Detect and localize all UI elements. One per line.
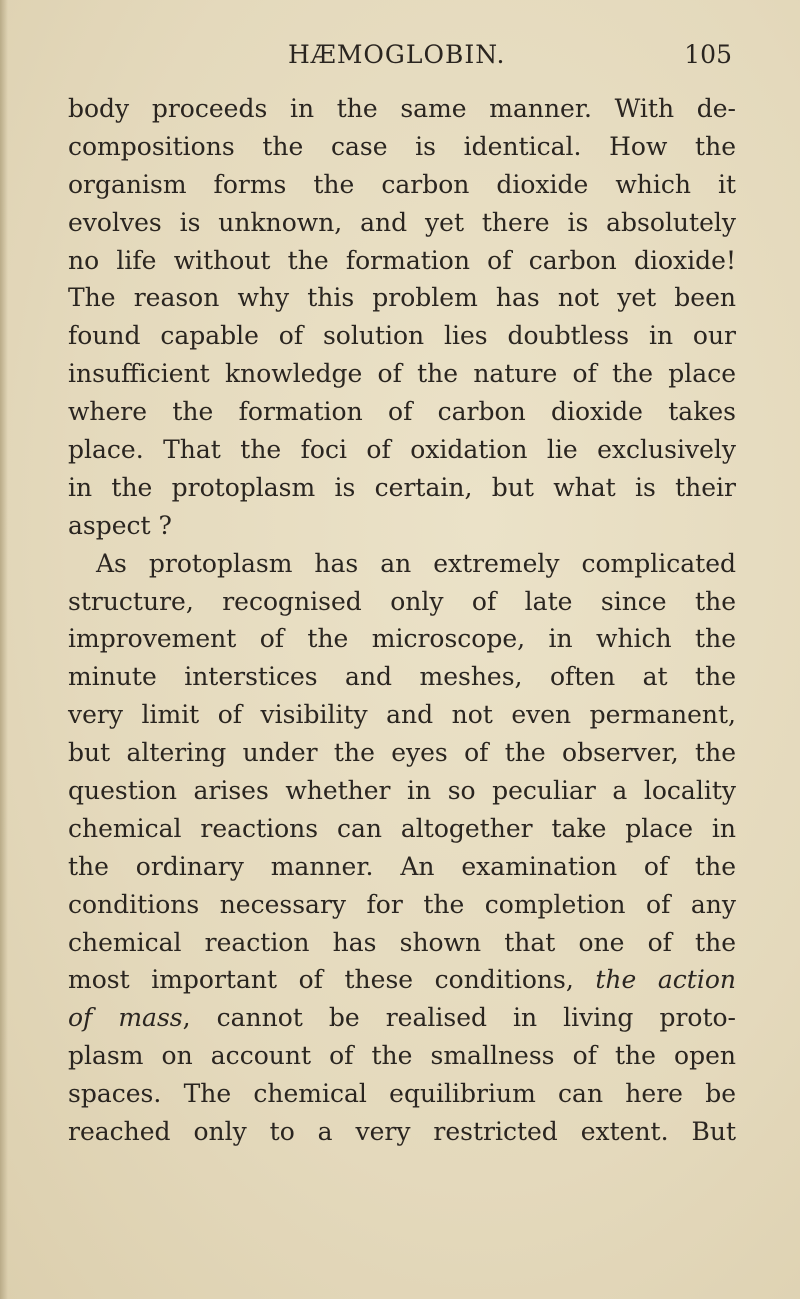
page-number: 105 (684, 40, 732, 69)
text-line: structure, recognised only of late since the (68, 586, 736, 616)
italic-phrase: the action (595, 965, 736, 995)
text-line (68, 999, 736, 1037)
text-line: but altering under the eyes of the observer, the (68, 738, 736, 768)
text-line: minute interstices and meshes, often at the (68, 662, 736, 692)
text-line: conditions necessary for the completion of any (68, 889, 736, 919)
text-line: place. That the foci of oxidation lie exclusively (68, 435, 736, 465)
text-line: The reason why this problem has not yet been (68, 283, 736, 313)
book-page (68, 0, 736, 1299)
italic-phrase: of mass (68, 1003, 183, 1033)
text-line: As protoplasm has an extremely complicated (96, 548, 736, 578)
text-line: in the protoplasm is certain, but what is their (68, 472, 736, 502)
text-line: organism forms the carbon dioxide which it (68, 169, 736, 199)
text-line: evolves is unknown, and yet there is absolutely (68, 207, 736, 237)
running-title: HÆMOGLOBIN. (288, 40, 506, 69)
text-line: reached only to a very restricted extent. But (68, 1117, 736, 1147)
text-line: no life without the formation of carbon dioxide! (68, 245, 736, 275)
text-line: very limit of visibility and not even permanent, (68, 700, 736, 730)
text-line-segment: , cannot be realised in living proto- (182, 1003, 736, 1033)
body-text (68, 90, 736, 1151)
text-line: chemical reaction has shown that one of the (68, 927, 736, 957)
page-edge-shadow (0, 0, 8, 1299)
text-line: body proceeds in the same manner. With de- (68, 94, 736, 123)
text-line (68, 961, 736, 999)
running-head (68, 0, 736, 90)
text-line: plasm on account of the smallness of the open (68, 1041, 736, 1071)
text-line: spaces. The chemical equilibrium can here be (68, 1079, 736, 1109)
text-line: compositions the case is identical. How the (68, 131, 736, 161)
text-line: insufficient knowledge of the nature of the place (68, 359, 736, 389)
text-line: where the formation of carbon dioxide takes (68, 397, 736, 427)
text-line: the ordinary manner. An examination of the (68, 851, 736, 881)
text-line: aspect ? (68, 510, 172, 540)
text-line: chemical reactions can altogether take place in (68, 813, 736, 843)
text-line: found capable of solution lies doubtless in our (68, 321, 736, 351)
text-line-segment: most important of these conditions, (68, 965, 596, 995)
text-line: question arises whether in so peculiar a locality (68, 776, 736, 806)
text-line: improvement of the microscope, in which the (68, 624, 736, 654)
